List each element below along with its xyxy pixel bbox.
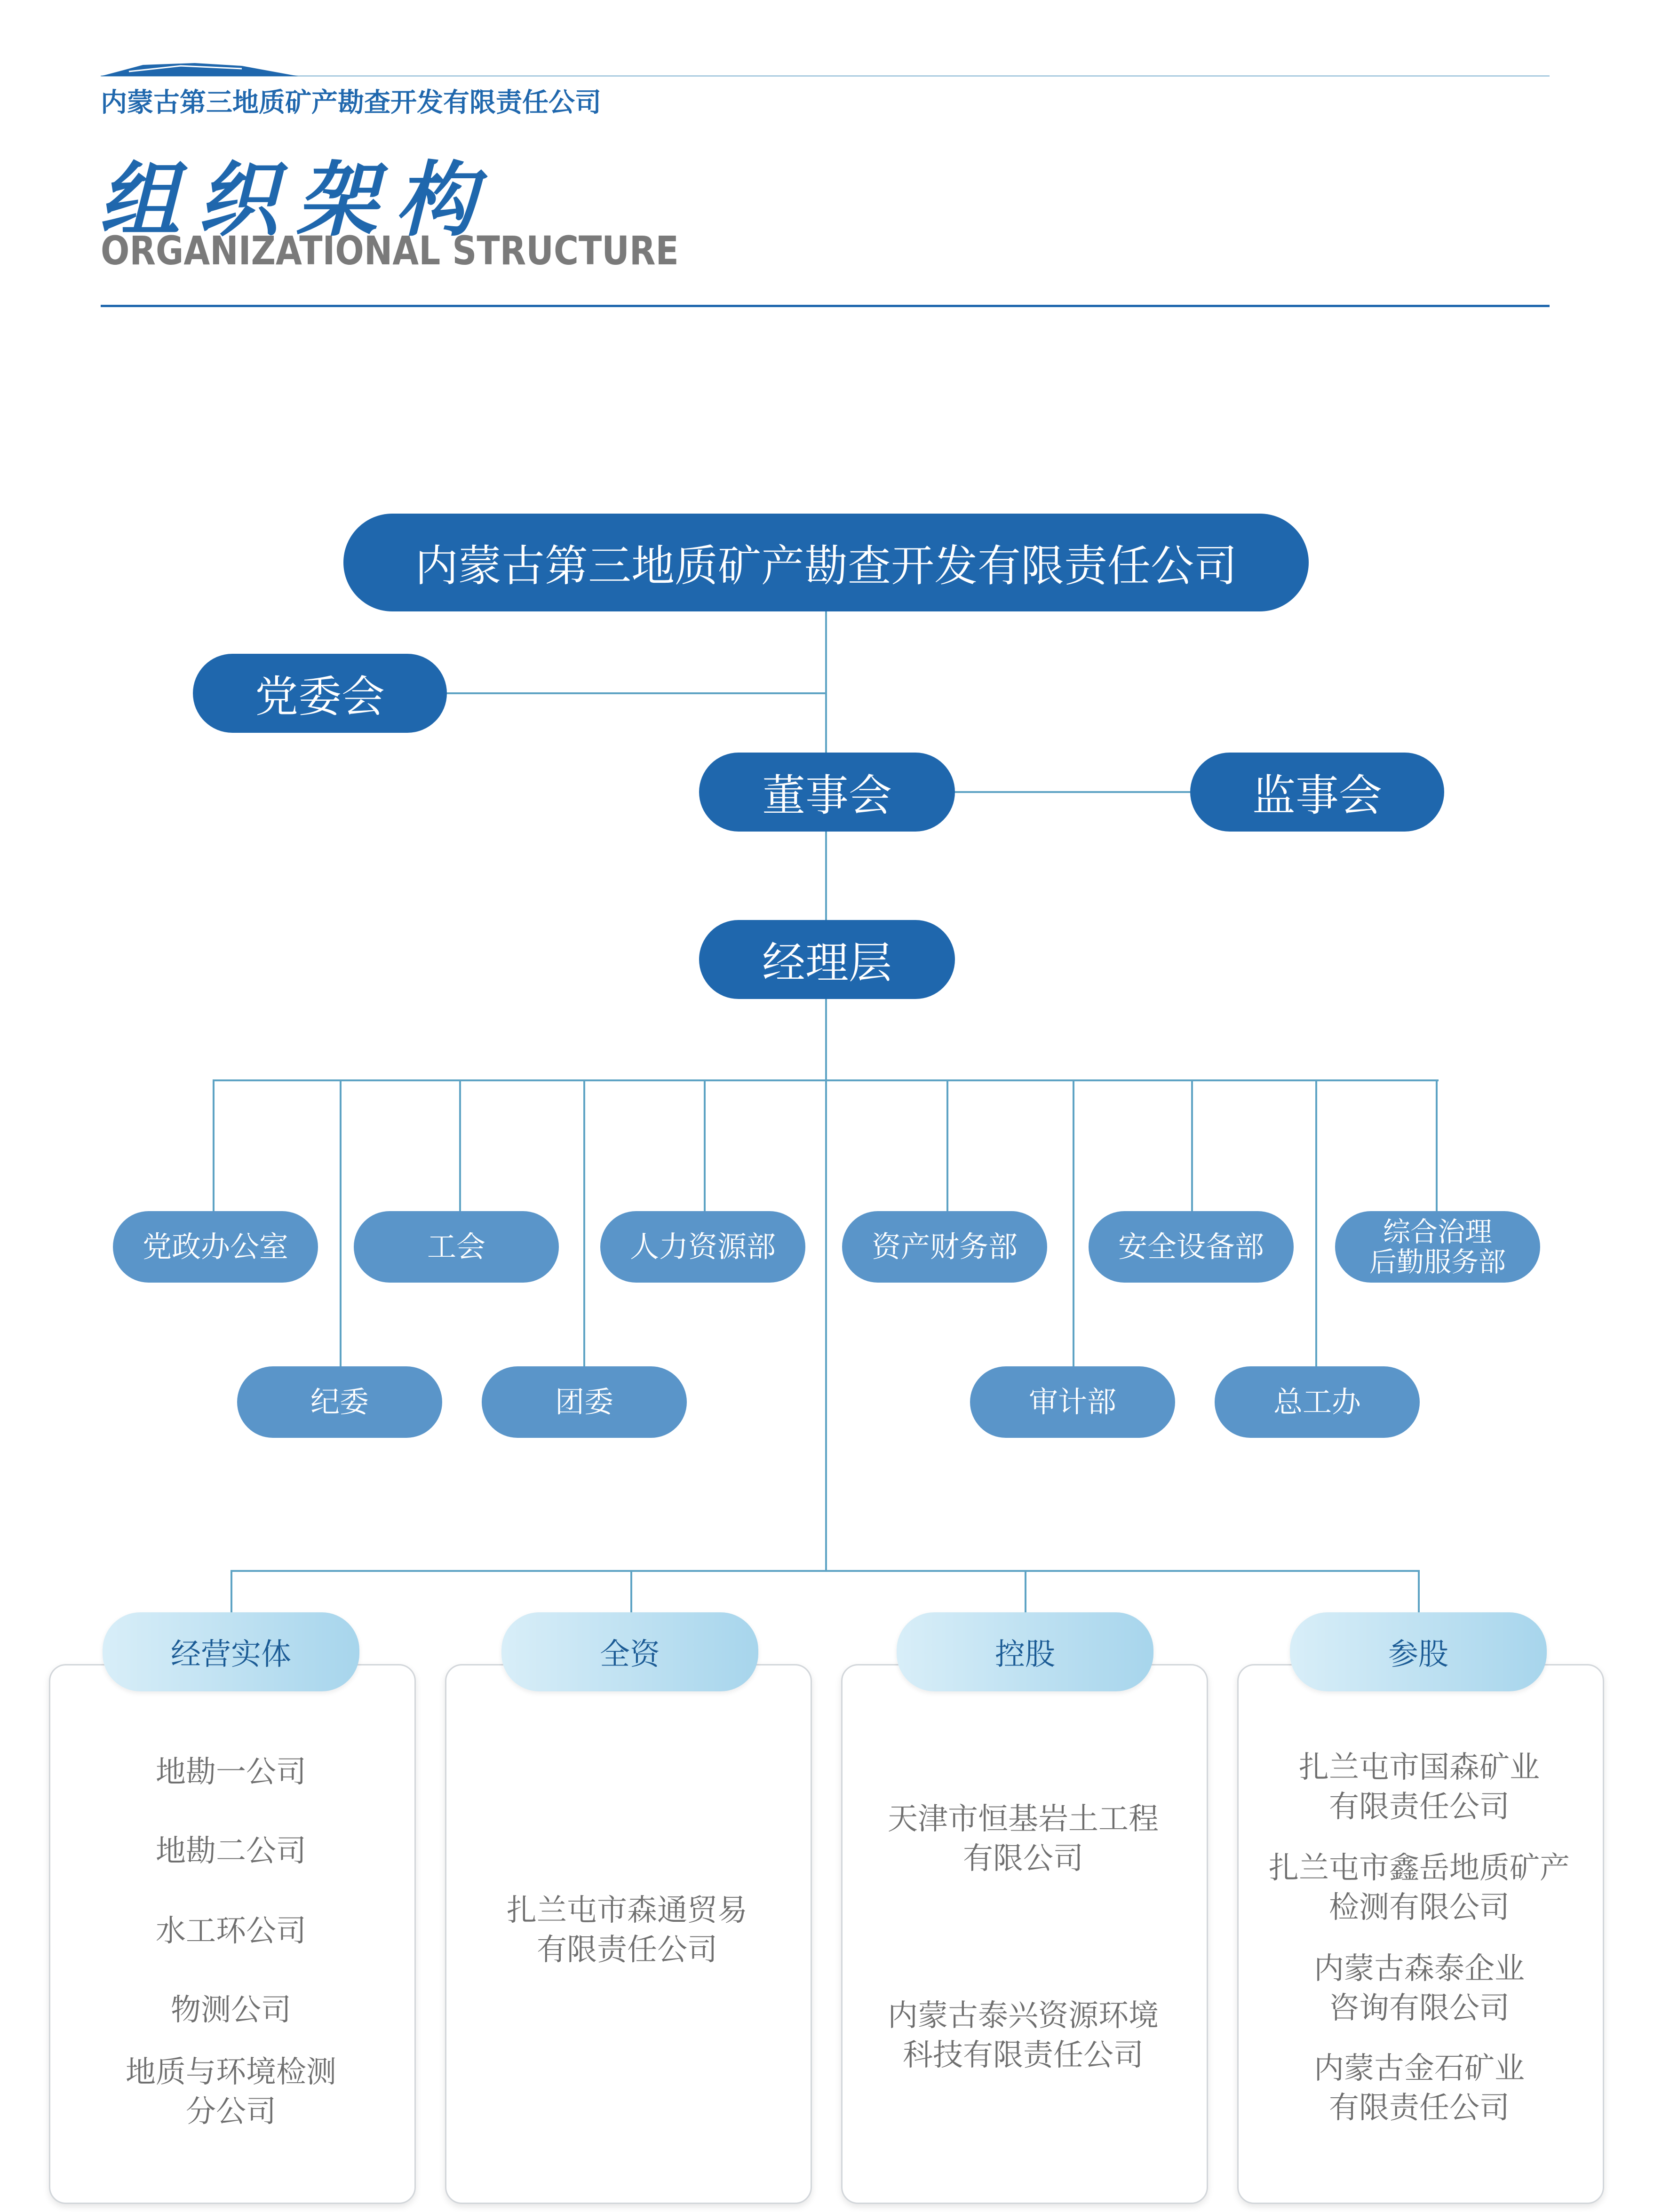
connector-category-bus bbox=[231, 1570, 1420, 1572]
category-holding: 控股 bbox=[897, 1612, 1153, 1691]
entity-item: 内蒙古金石矿业 有限责任公司 bbox=[1314, 2051, 1525, 2125]
connector-party bbox=[447, 692, 827, 694]
connector-category bbox=[630, 1570, 632, 1612]
dept-chief-engineer-office: 总工办 bbox=[1215, 1366, 1420, 1438]
dept-youth-league: 团委 bbox=[482, 1366, 687, 1438]
entity-item: 地质与环境检测 分公司 bbox=[126, 2055, 336, 2129]
connector-dept bbox=[1436, 1079, 1438, 1211]
connector-category bbox=[1418, 1570, 1420, 1612]
entity-item: 内蒙古森泰企业 咨询有限公司 bbox=[1314, 1951, 1525, 2026]
entity-item: 物测公司 bbox=[171, 1993, 291, 2028]
category-equity-participation: 参股 bbox=[1290, 1612, 1547, 1691]
connector-dept bbox=[340, 1079, 342, 1366]
node-management: 经理层 bbox=[699, 920, 955, 999]
node-party-committee: 党委会 bbox=[193, 654, 447, 733]
page-title-en: ORGANIZATIONAL STRUCTURE bbox=[101, 228, 679, 274]
dept-safety-equipment: 安全设备部 bbox=[1089, 1211, 1294, 1283]
dept-logistics-service: 综合治理 后勤服务部 bbox=[1335, 1211, 1540, 1283]
connector-dept bbox=[1191, 1079, 1193, 1211]
connector-category bbox=[1025, 1570, 1026, 1612]
logo-roof-mark bbox=[101, 62, 298, 76]
connector-dept-bus bbox=[214, 1079, 1439, 1081]
connector-dept bbox=[946, 1079, 948, 1211]
connector-dept bbox=[704, 1079, 706, 1211]
category-operating-entities: 经营实体 bbox=[103, 1612, 359, 1691]
dept-discipline-committee: 纪委 bbox=[237, 1366, 442, 1438]
category-wholly-owned: 全资 bbox=[501, 1612, 758, 1691]
connector-category bbox=[231, 1570, 232, 1612]
dept-asset-finance: 资产财务部 bbox=[842, 1211, 1047, 1283]
entity-item: 天津市恒基岩土工程 有限公司 bbox=[888, 1802, 1159, 1876]
entity-item: 扎兰屯市森通贸易 有限责任公司 bbox=[507, 1893, 747, 1967]
header-top-rule bbox=[101, 75, 1550, 77]
node-supervisors: 监事会 bbox=[1190, 753, 1444, 832]
header-bottom-rule bbox=[101, 305, 1550, 307]
node-company: 内蒙古第三地质矿产勘查开发有限责任公司 bbox=[343, 514, 1309, 611]
entity-item: 内蒙古泰兴资源环境 科技有限责任公司 bbox=[888, 1998, 1159, 2073]
connector-dept bbox=[459, 1079, 461, 1211]
dept-audit: 审计部 bbox=[970, 1366, 1175, 1438]
dept-human-resources: 人力资源部 bbox=[600, 1211, 805, 1283]
connector-dept bbox=[1315, 1079, 1317, 1366]
node-board: 董事会 bbox=[699, 753, 955, 832]
entity-item: 地勘一公司 bbox=[156, 1755, 306, 1790]
connector-dept bbox=[583, 1079, 585, 1366]
connector-dept bbox=[1073, 1079, 1074, 1366]
connector-supervisors bbox=[955, 791, 1190, 793]
header-company-name: 内蒙古第三地质矿产勘查开发有限责任公司 bbox=[101, 87, 601, 118]
dept-party-office: 党政办公室 bbox=[113, 1211, 318, 1283]
entity-item: 扎兰屯市国森矿业 有限责任公司 bbox=[1299, 1750, 1540, 1824]
dept-labor-union: 工会 bbox=[354, 1211, 559, 1283]
page-title-cn: 组织架构 bbox=[99, 153, 494, 247]
card-holding bbox=[841, 1664, 1208, 2204]
connector-dept bbox=[213, 1079, 215, 1211]
entity-item: 地勘二公司 bbox=[156, 1834, 306, 1869]
entity-item: 水工环公司 bbox=[156, 1914, 306, 1949]
entity-item: 扎兰屯市鑫岳地质矿产 检测有限公司 bbox=[1269, 1851, 1570, 1925]
